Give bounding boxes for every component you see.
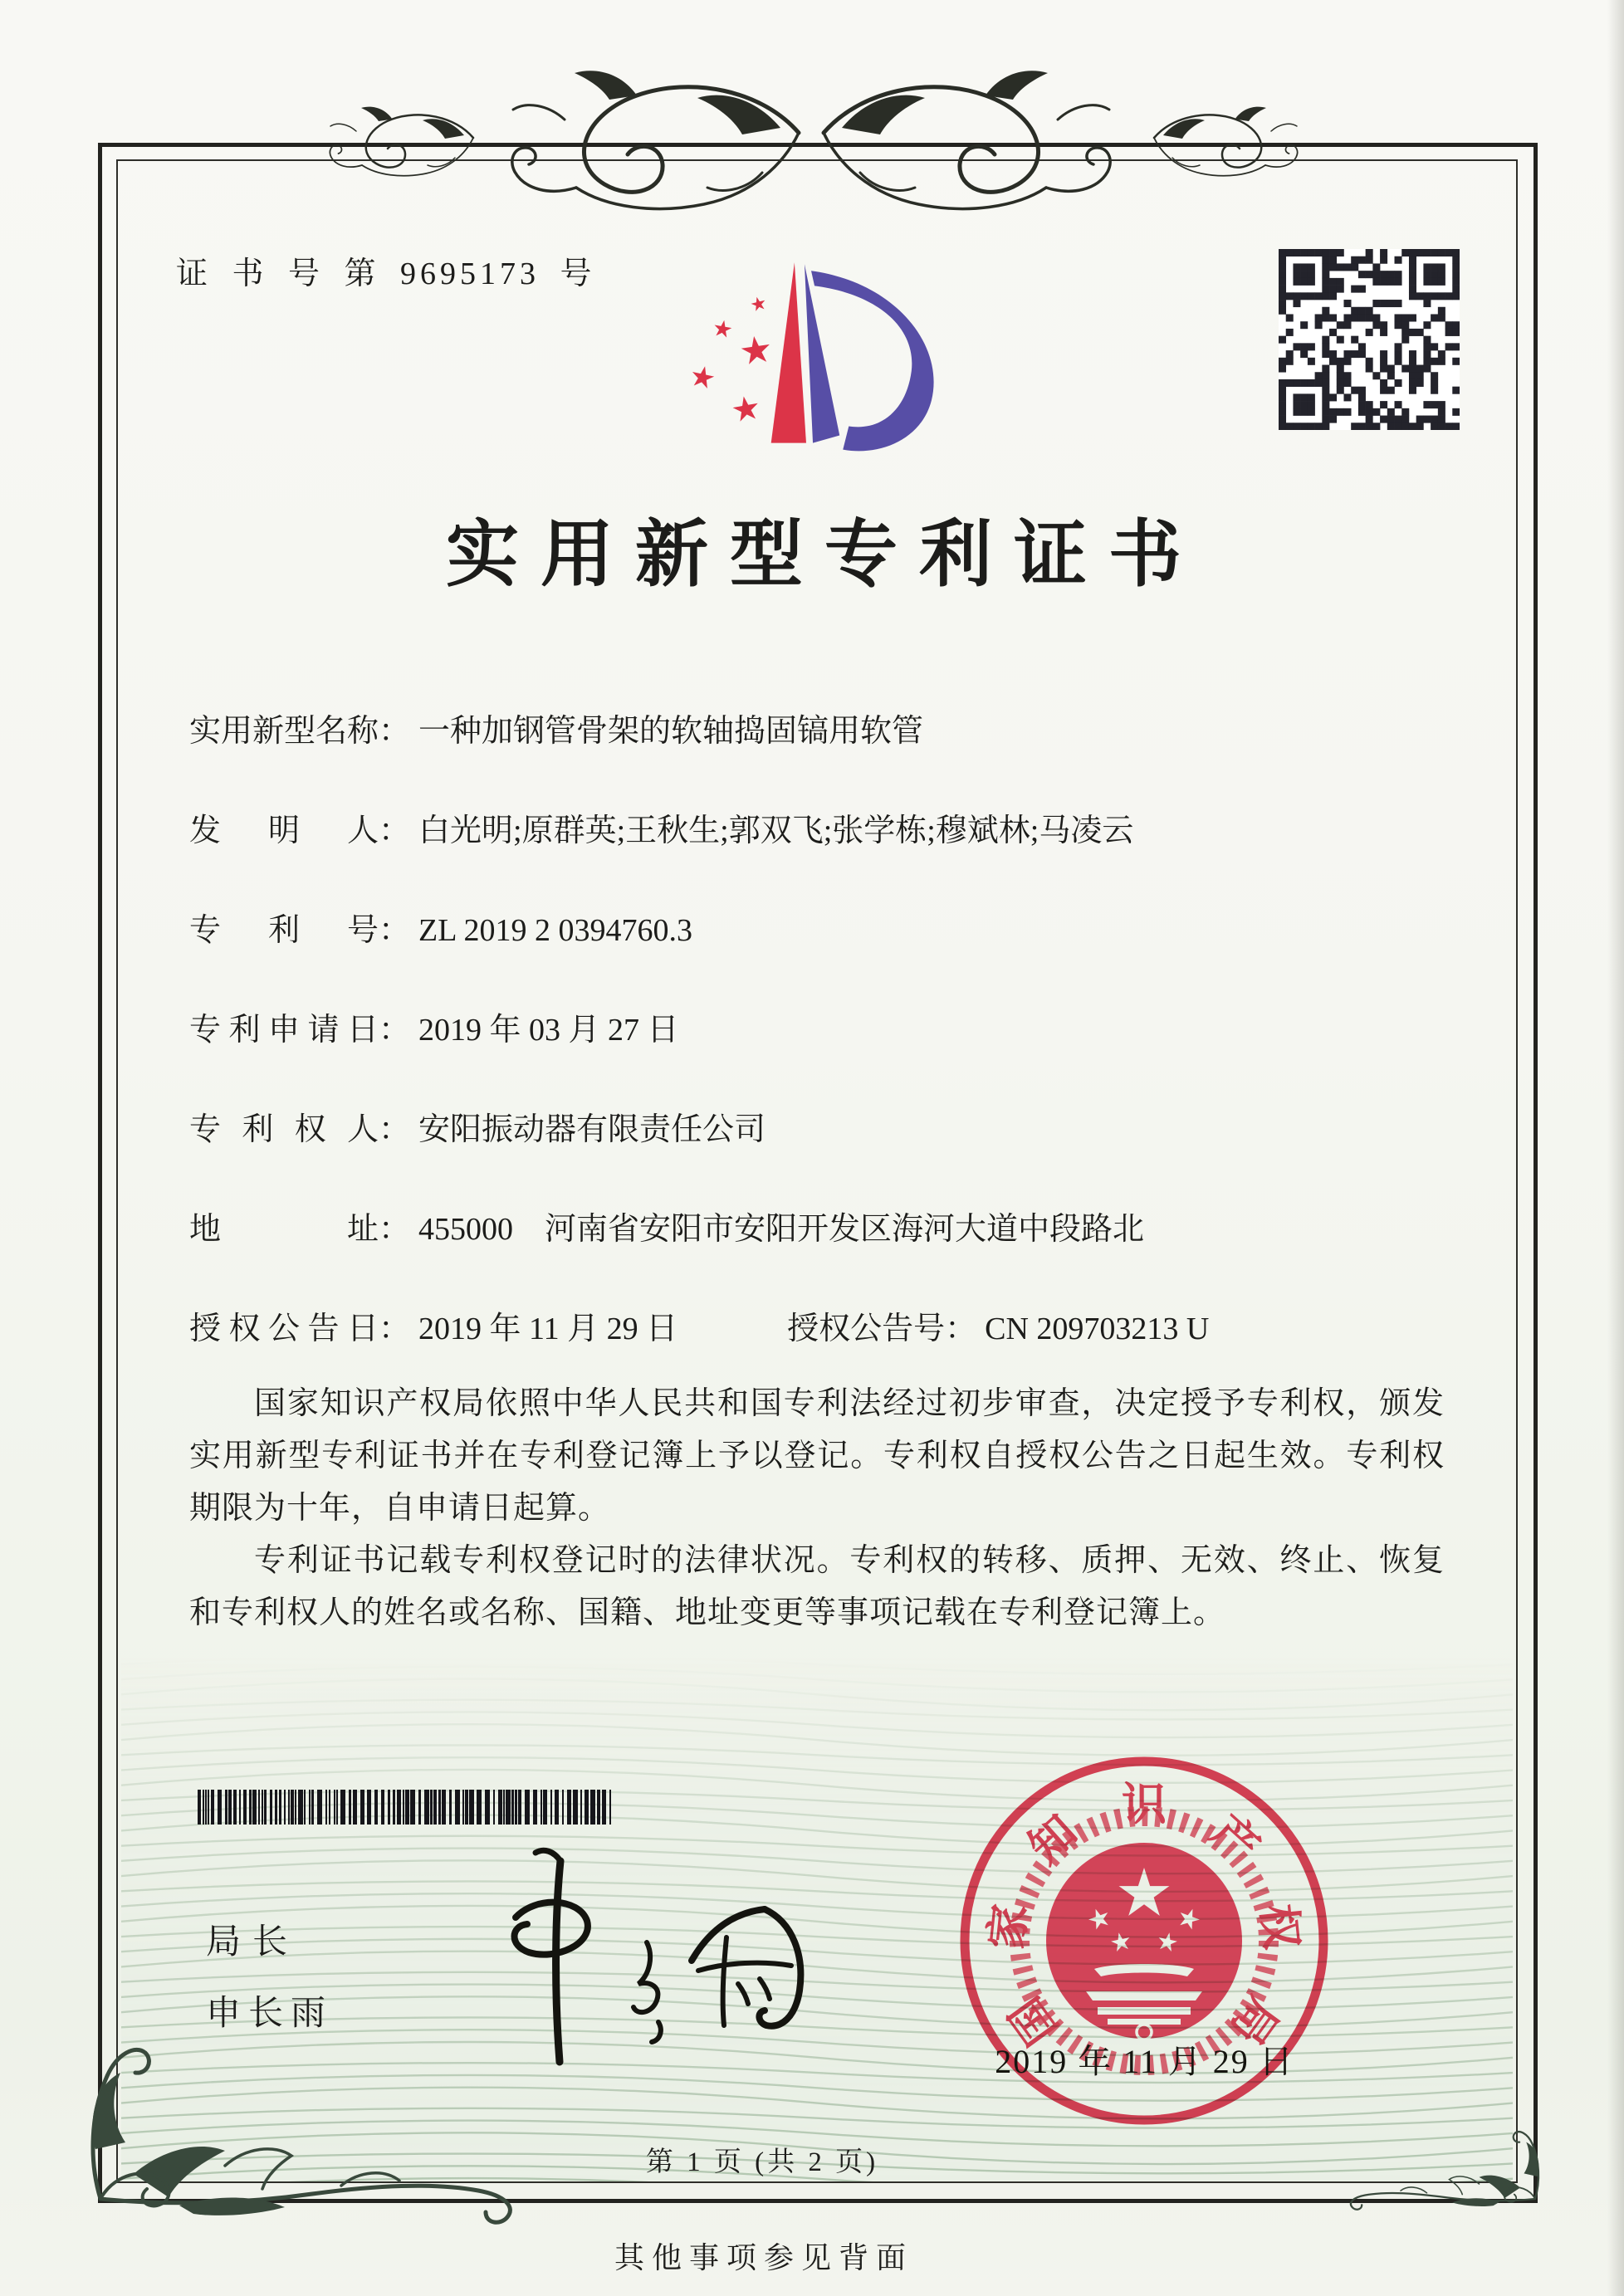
field-value: 455000 河南省安阳市安阳开发区海河大道中段路北 bbox=[418, 1212, 1145, 1247]
colon: ： bbox=[379, 714, 411, 749]
field-inventors bbox=[189, 812, 1460, 850]
colon: ： bbox=[379, 1013, 411, 1048]
colon: ： bbox=[379, 1212, 411, 1247]
colon: ： bbox=[379, 813, 411, 848]
colon: ： bbox=[379, 1312, 411, 1346]
field-application-date bbox=[189, 1011, 1460, 1049]
certificate-number: 证 书 号 第 9695173 号 bbox=[176, 256, 596, 291]
seal-national-emblem bbox=[1046, 1843, 1242, 2040]
legal-text bbox=[189, 1378, 1445, 1639]
field-value: 一种加钢管骨架的软轴捣固镐用软管 bbox=[418, 714, 924, 749]
legal-paragraph-2: 专利证书记载专利权登记时的法律状况。专利权的转移、质押、无效、终止、恢复和专利权人的姓名或名称、国籍、地址变更等事项记载在专利登记簿上。 bbox=[189, 1543, 1445, 1630]
director-title: 局长 bbox=[206, 1923, 300, 1961]
svg-text:知: 知 bbox=[1020, 1805, 1087, 1873]
certificate-title: 实用新型专利证书 bbox=[445, 515, 1203, 596]
field-label: 专利号 bbox=[189, 913, 379, 948]
field-label: 实用新型名称 bbox=[189, 714, 379, 749]
field-grant-info bbox=[189, 1310, 1460, 1348]
colon: ： bbox=[379, 1112, 411, 1147]
svg-text:产: 产 bbox=[1201, 1805, 1269, 1873]
qr-code bbox=[1279, 249, 1460, 430]
field-grant-number bbox=[787, 1312, 1209, 1346]
seal-date: 2019 年 11 月 29 日 bbox=[995, 2043, 1294, 2080]
field-label: 授权公告日 bbox=[189, 1312, 379, 1346]
logo-stars bbox=[690, 296, 772, 423]
field-label: 专利申请日 bbox=[189, 1013, 379, 1048]
cnipa-logo-icon bbox=[679, 246, 938, 488]
field-grant-date bbox=[189, 1312, 677, 1346]
svg-text:局: 局 bbox=[1220, 1987, 1288, 2054]
logo-red-wedge bbox=[771, 262, 806, 442]
logo-blue-wedge bbox=[805, 264, 839, 442]
field-label: 地址 bbox=[189, 1212, 379, 1247]
field-label: 授权公告号 bbox=[787, 1312, 946, 1346]
page-number: 第 1 页 (共 2 页) bbox=[645, 2147, 879, 2177]
legal-paragraph-1: 国家知识产权局依照中华人民共和国专利法经过初步审查，决定授予专利权，颁发实用新型专利证书并在专利登记簿上予以登记。专利权自授权公告之日起生效。专利权期限为十年，自申请日起算。 bbox=[189, 1386, 1445, 1526]
director-printed-name: 申长雨 bbox=[206, 1995, 334, 2033]
director-signature-handwriting bbox=[425, 1844, 832, 2093]
colon: ： bbox=[945, 1312, 977, 1346]
field-list bbox=[189, 712, 1460, 1409]
field-utility-model-name bbox=[189, 712, 1460, 750]
field-label: 发明人 bbox=[189, 813, 379, 848]
colon: ： bbox=[379, 913, 411, 948]
field-label: 专利权人 bbox=[189, 1112, 379, 1147]
field-value: 安阳振动器有限责任公司 bbox=[418, 1112, 766, 1147]
back-side-note: 其他事项参见背面 bbox=[614, 2241, 913, 2274]
field-value: 白光明;原群英;王秋生;郭双飞;张学栋;穆斌林;马凌云 bbox=[418, 813, 1134, 848]
page-edge-shadow bbox=[1607, 0, 1624, 2296]
svg-text:家: 家 bbox=[981, 1901, 1036, 1952]
svg-text:权: 权 bbox=[1252, 1901, 1307, 1952]
field-value: CN 209703213 U bbox=[985, 1312, 1210, 1346]
cnipa-official-seal bbox=[935, 1732, 1354, 2151]
field-value: 2019 年 03 月 27 日 bbox=[418, 1013, 679, 1048]
field-value: 2019 年 11 月 29 日 bbox=[418, 1312, 678, 1346]
field-address bbox=[189, 1210, 1460, 1248]
svg-text:国: 国 bbox=[1000, 1987, 1068, 2054]
barcode bbox=[198, 1790, 613, 1825]
field-patent-number bbox=[189, 911, 1460, 950]
field-patentee bbox=[189, 1111, 1460, 1149]
svg-text:识: 识 bbox=[1122, 1780, 1167, 1829]
field-value: ZL 2019 2 0394760.3 bbox=[418, 913, 693, 948]
